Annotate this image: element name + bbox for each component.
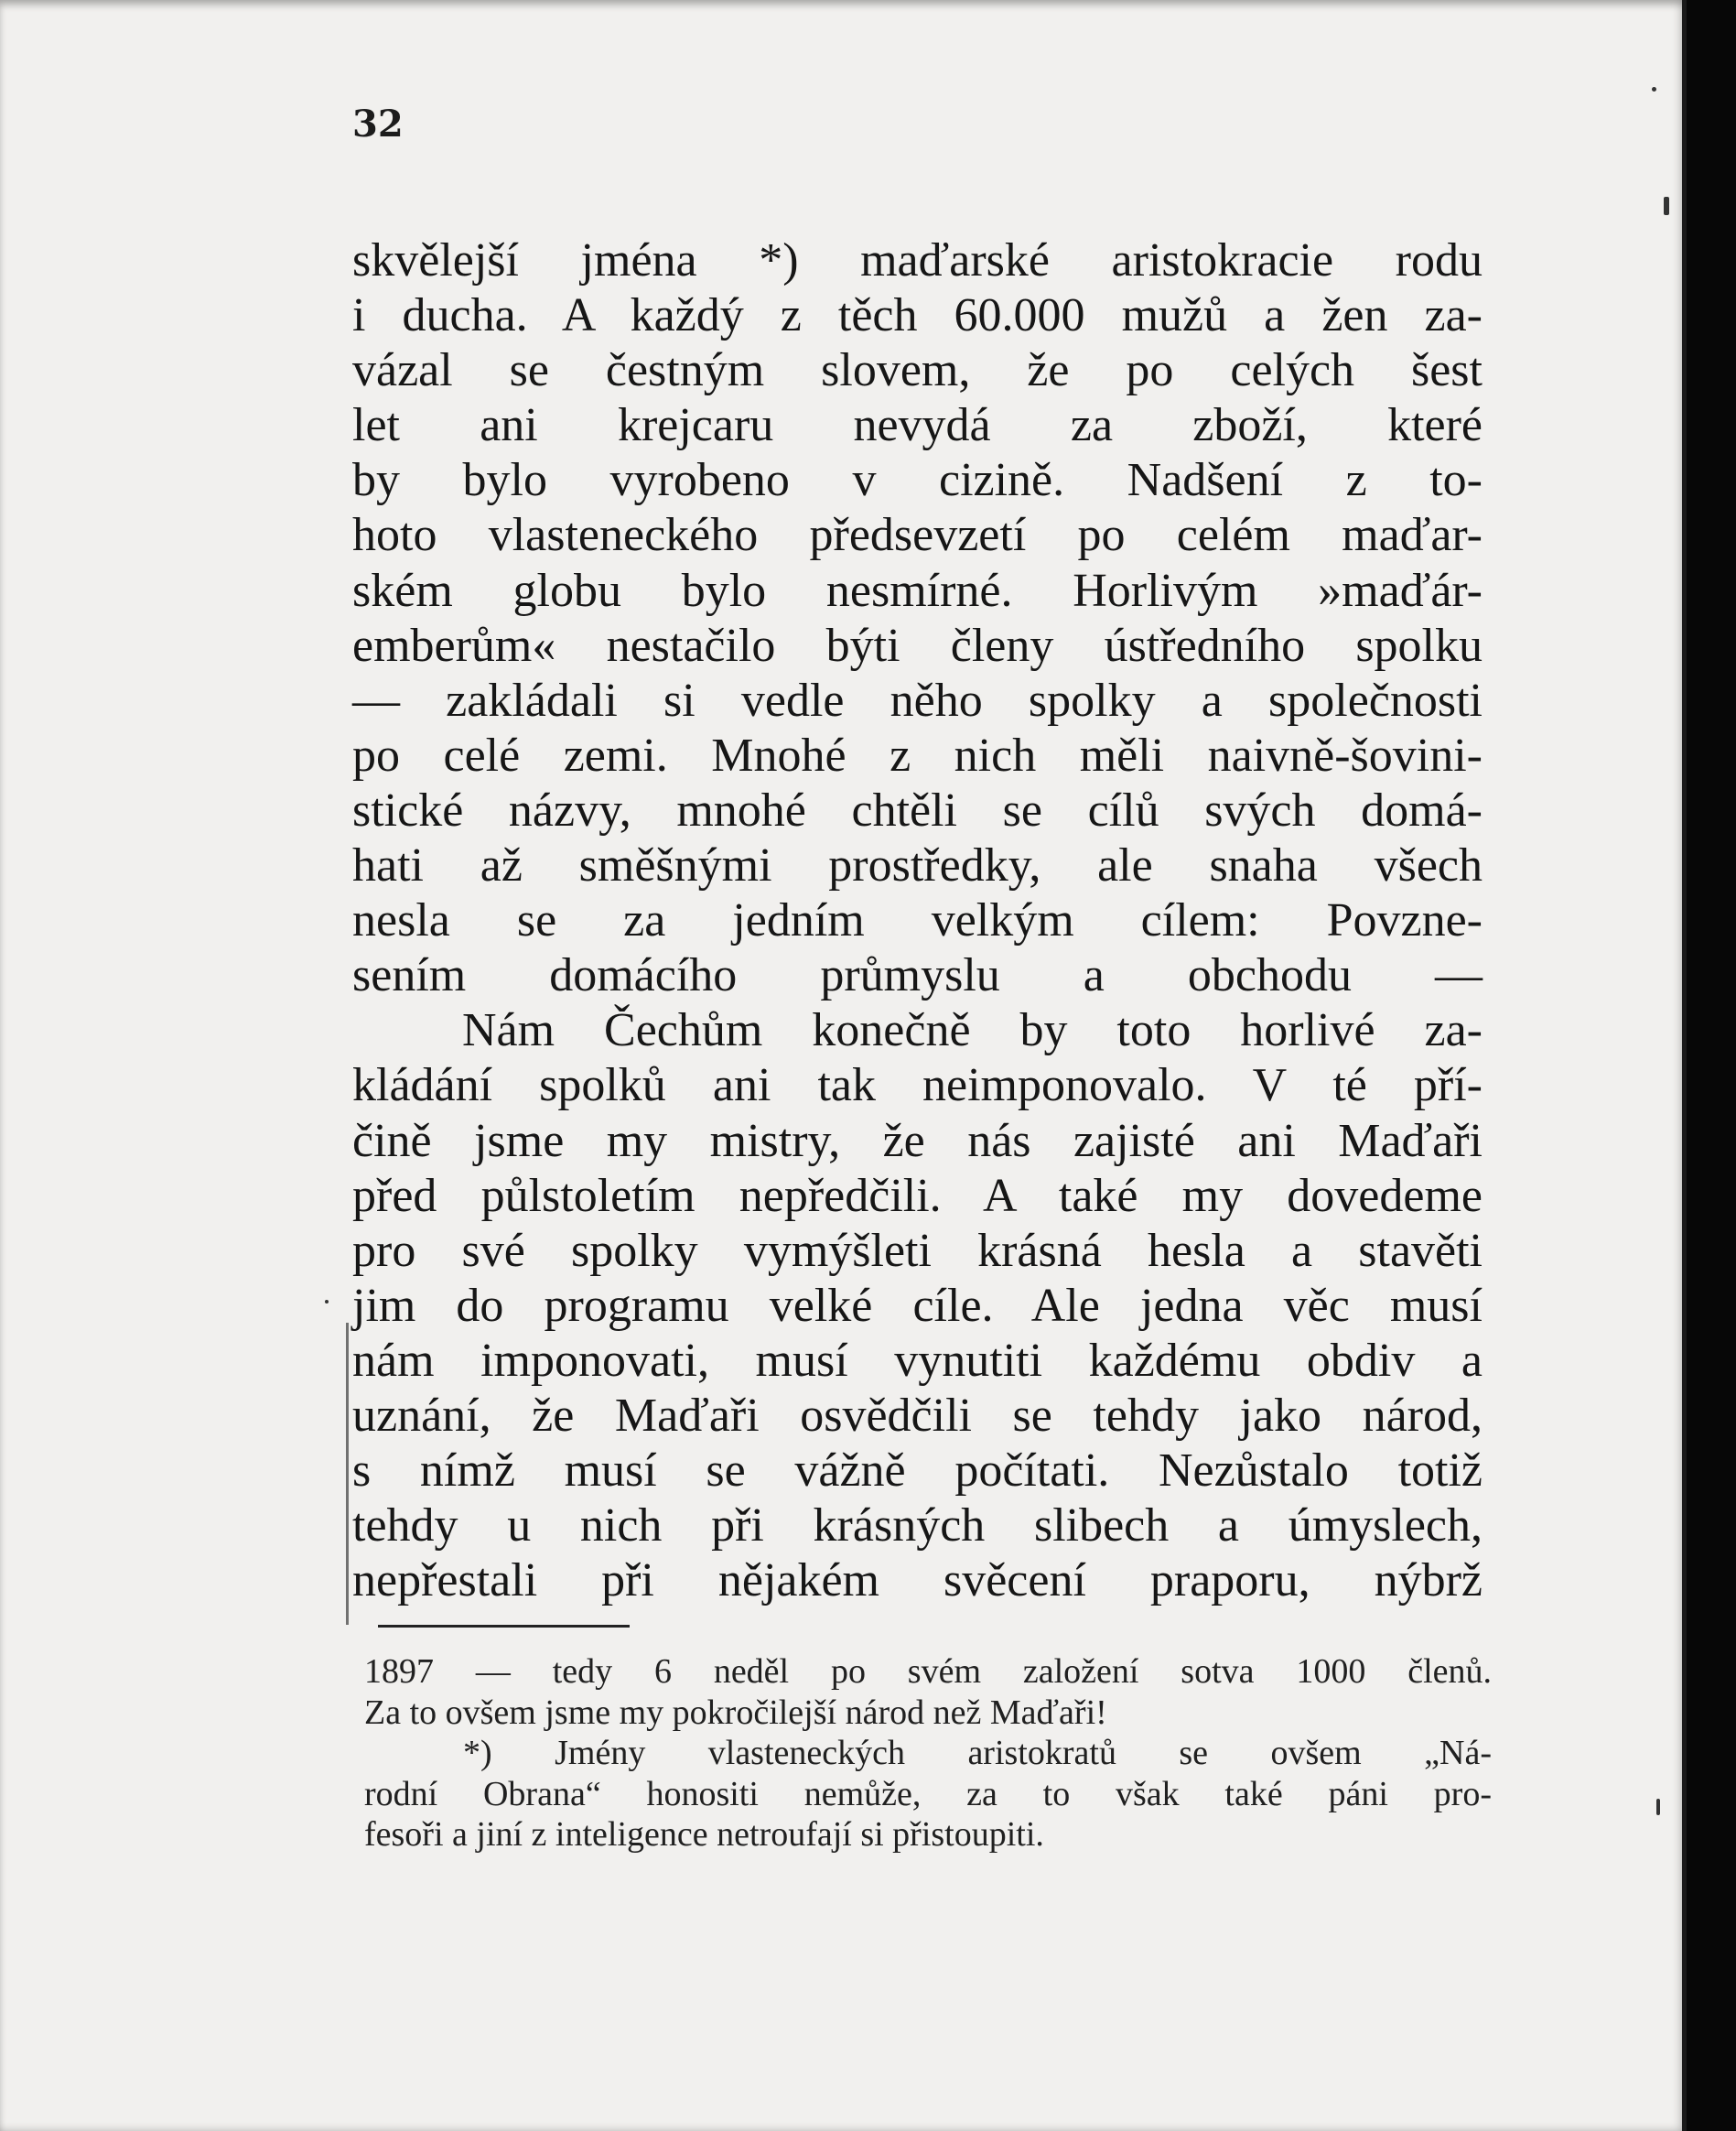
footnote-line: Za to ovšem jsme my pokročilejší národ než Maďaři!	[364, 1693, 1107, 1732]
paragraph-start-line: Nám Čechům konečně by toto horlivé za-	[462, 1004, 1483, 1057]
scan-speck	[1652, 87, 1656, 92]
footnote-divider	[378, 1625, 630, 1628]
scan-background	[1687, 0, 1736, 2131]
text-line: čině jsme my mistry, že nás zajisté ani Maďaři	[352, 1114, 1483, 1167]
text-line: uznání, že Maďaři osvědčili se tehdy jako národ,	[352, 1389, 1483, 1442]
margin-mark	[346, 1323, 349, 1625]
text-line: po celé zemi. Mnohé z nich měli naivně-šovini-	[352, 729, 1483, 782]
text-line: jim do programu velké cíle. Ale jedna věc musí	[352, 1279, 1483, 1332]
text-line: před půlstoletím nepředčili. A také my dovedeme	[352, 1169, 1483, 1222]
text-line: i ducha. A každý z těch 60.000 mužů a žen za-	[352, 289, 1483, 342]
text-line: sením domácího průmyslu a obchodu —	[352, 949, 1483, 1002]
footnotes	[364, 1651, 1492, 1855]
text-line: hati až směšnými prostředky, ale snaha všech	[352, 839, 1483, 892]
text-line: let ani krejcaru nevydá za zboží, které	[352, 399, 1483, 452]
scan-speck	[325, 1300, 329, 1303]
footnote-line: 1897 — tedy 6 neděl po svém založení sotva 1000 členů.	[364, 1652, 1492, 1691]
text-line: tehdy u nich při krásných slibech a úmyslech,	[352, 1499, 1483, 1552]
footnote-line: *) Jmény vlasteneckých aristokratů se ovšem „Ná-	[463, 1734, 1492, 1772]
text-line: nám imponovati, musí vynutiti každému obdiv a	[352, 1334, 1483, 1387]
text-line: skvělejší jména *) maďarské aristokracie rodu	[352, 234, 1483, 287]
scan-speck	[1656, 1799, 1660, 1815]
scan-speck	[1664, 197, 1669, 215]
page-number: 32	[352, 103, 404, 146]
text-line: s nímž musí se vážně počítati. Nezůstalo totiž	[352, 1444, 1483, 1498]
text-line: vázal se čestným slovem, že po celých šest	[352, 344, 1483, 397]
text-line: nepřestali při nějakém svěcení praporu, nýbrž	[352, 1554, 1483, 1607]
text-line: by bylo vyrobeno v cizině. Nadšení z to-	[352, 454, 1483, 507]
text-line: pro své spolky vymýšleti krásná hesla a stavěti	[352, 1224, 1483, 1277]
text-line: kládání spolků ani tak neimponovalo. V té pří-	[352, 1059, 1483, 1112]
text-line: ském globu bylo nesmírné. Horlivým »maďár-	[352, 564, 1483, 617]
text-line: — zakládali si vedle něho spolky a společnosti	[352, 674, 1483, 727]
text-line: emberům« nestačilo býti členy ústředního spolku	[352, 619, 1483, 672]
footnote-line: fesoři a jiní z inteligence netroufají si přistoupiti.	[364, 1815, 1044, 1854]
text-line: stické názvy, mnohé chtěli se cílů svých domá-	[352, 784, 1483, 837]
text-line: nesla se za jedním velkým cílem: Povzne-	[352, 894, 1483, 947]
text-line: hoto vlasteneckého předsevzetí po celém maďar-	[352, 509, 1483, 562]
body-text	[352, 233, 1483, 1608]
footnote-line: rodní Obrana“ honositi nemůže, za to však také páni pro-	[364, 1774, 1492, 1813]
